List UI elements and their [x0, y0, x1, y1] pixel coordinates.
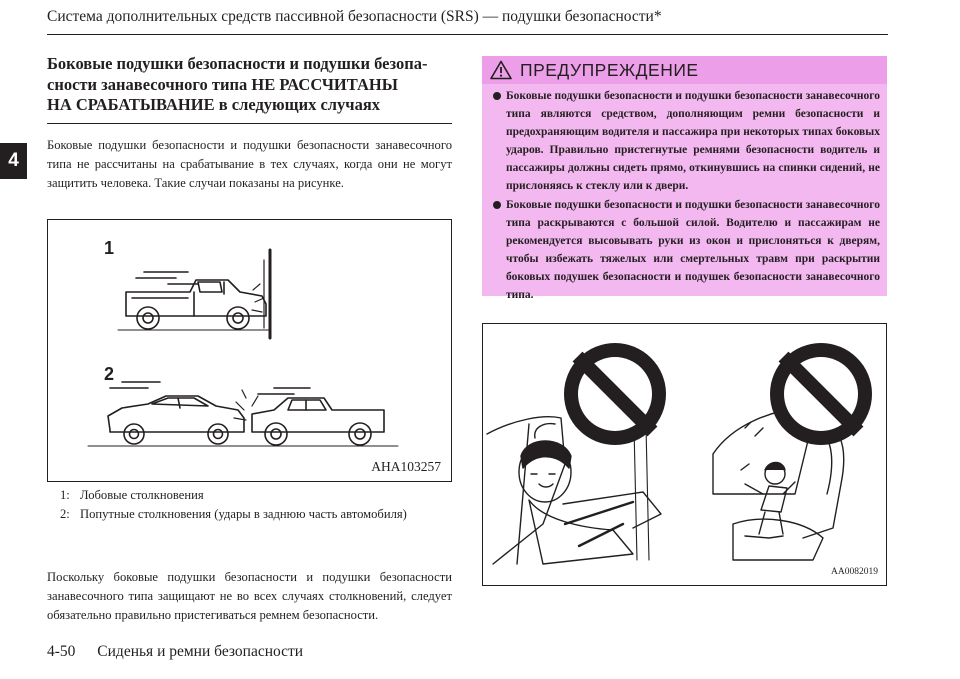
figure-legend: [60, 486, 452, 524]
prohibited-postures-figure: [482, 323, 887, 586]
section-title: [47, 54, 452, 116]
warning-item: [492, 87, 880, 196]
running-header: Система дополнительных средств пассивной безопасности (SRS) — подушки безопасности*: [47, 8, 662, 25]
bullet-icon: [493, 92, 501, 100]
warning-item-text: Боковые подушки безопасности и подушки безопасности занавесочного типа являются средством, дополняющим ремни безопасности и предохраняющим водителя и пассажира при некоторых типах боковых ударов. Правильно пристегнутые ремнями безопасности водитель и пассажиры должны сидеть прямо, откинувшись на спинки сидений, не прислоняясь к стеклу или к двери.: [506, 90, 880, 193]
warning-box: [482, 56, 887, 302]
warning-triangle-icon: [490, 60, 512, 80]
legend-item: [60, 486, 452, 505]
legend-key: 2:: [60, 507, 70, 521]
prohibition-sign-icon: [564, 343, 666, 445]
warning-item-text: Боковые подушки безопасности и подушки безопасности занавесочного типа раскрываются с большой силой. Водителю и пассажирам не рекомендуется высовывать руки из окон и прислоняться к дверям, чтобы избежать тяжелых или смертельных травм при раскрытии боковых подушек безопасности и подушек безопасности занавесочного типа.: [506, 198, 880, 302]
intro-paragraph: Боковые подушки безопасности и подушки безопасности занавесочного типа не рассчитаны на срабатывание в тех случаях, когда они не могут защитить человека. Такие случаи показаны на рисунке.: [47, 138, 452, 190]
collision-illustration: [48, 220, 451, 481]
pickup-front-crash-drawing: [118, 250, 270, 338]
figure-code: AHA103257: [371, 459, 441, 474]
section-title-line: НА СРАБАТЫВАНИЕ в следующих случаях: [47, 95, 381, 114]
collision-figure: [47, 219, 452, 482]
figure-label: 2: [104, 364, 115, 384]
page-footer: [47, 643, 303, 661]
legend-item: [60, 505, 452, 524]
rear-end-crash-drawing: [88, 382, 398, 446]
figure-code: AA0082019: [831, 567, 878, 577]
warning-title: ПРЕДУПРЕЖДЕНИЕ: [520, 59, 699, 80]
warning-body: [492, 87, 880, 304]
page-number: 4-50: [47, 643, 76, 660]
legend-text: Попутные столкновения (удары в заднюю часть автомобиля): [80, 507, 407, 521]
section-title-line: Боковые подушки безопасности и подушки безопа-: [47, 54, 428, 73]
warning-header: [482, 56, 887, 84]
section-title-line: сности занавесочного типа НЕ РАССЧИТАНЫ: [47, 74, 398, 94]
chapter-tab: 4: [0, 143, 27, 179]
legend-text: Лобовые столкновения: [80, 488, 204, 502]
title-rule: [47, 123, 452, 124]
legend-key: 1:: [60, 488, 70, 502]
closing-paragraph: Поскольку боковые подушки безопасности и подушки безопасности занавесочного типа защищают не во всех случаях столкновений, следует обязательно правильно пристегиваться ремнем безопасности.: [47, 570, 452, 622]
bullet-icon: [493, 201, 501, 209]
warning-item: [492, 196, 880, 305]
figure-label: 1: [104, 238, 115, 258]
footer-chapter-title: Сиденья и ремни безопасности: [97, 643, 304, 660]
prohibition-sign-icon: [770, 343, 872, 445]
prohibited-postures-illustration: [483, 324, 886, 585]
header-rule: [47, 34, 888, 35]
